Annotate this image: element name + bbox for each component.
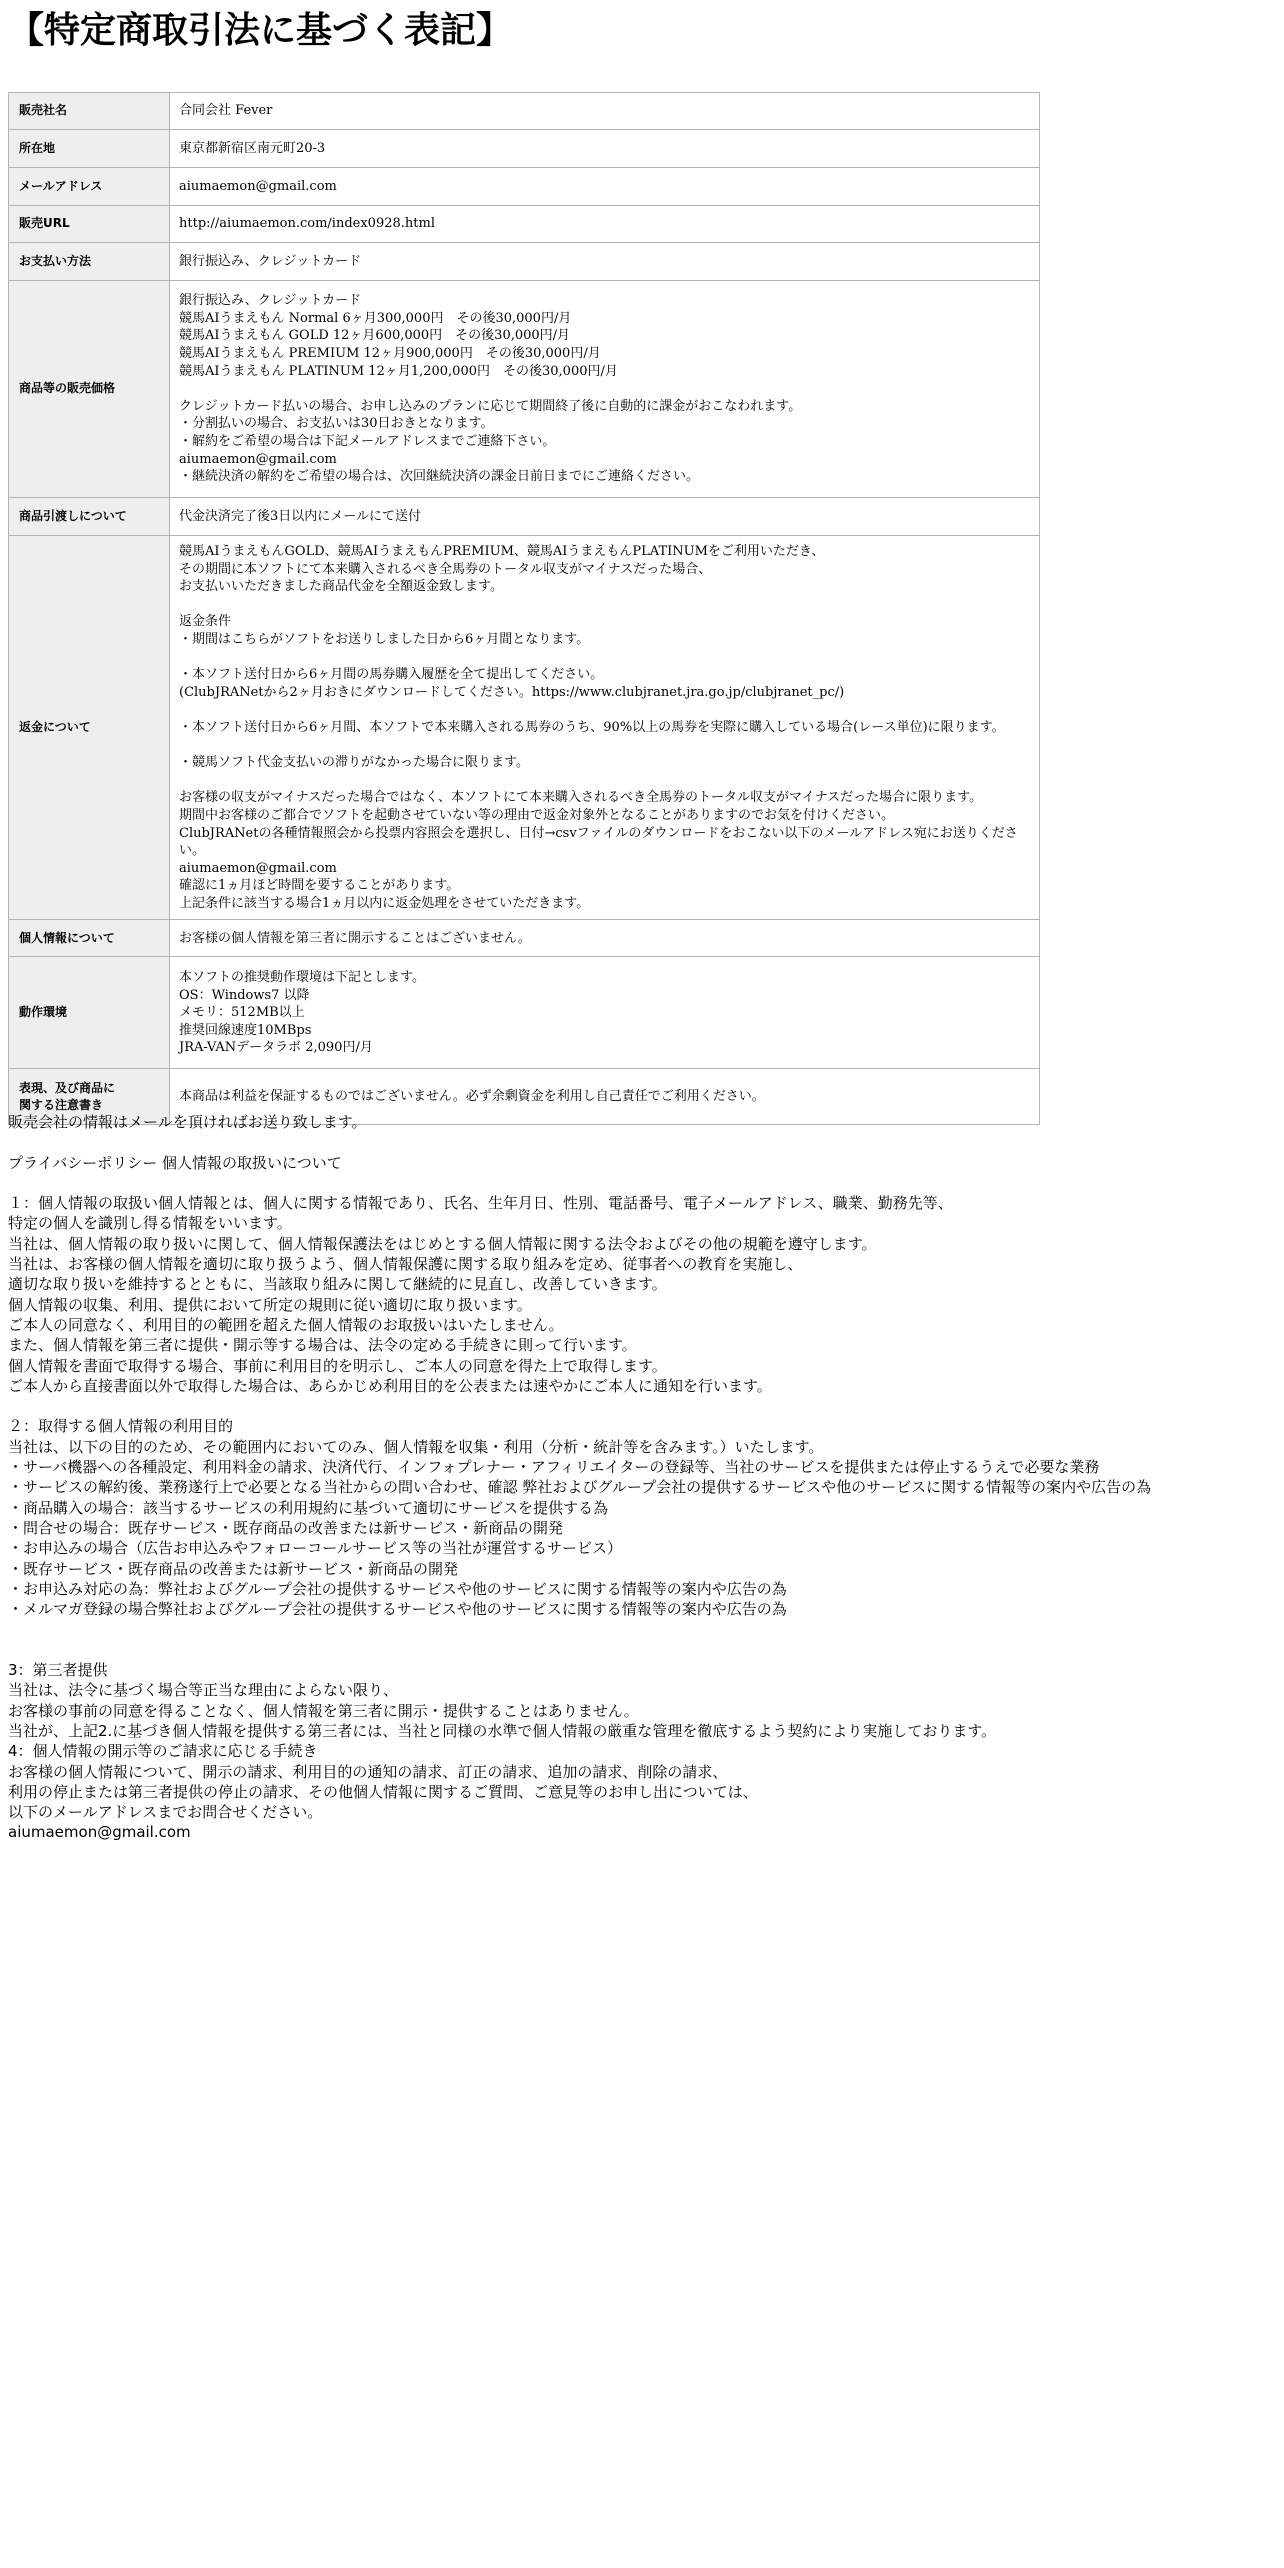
row-label-email: メールアドレス <box>9 168 170 206</box>
row-value-disclaimer: 本商品は利益を保証するものではございません。必ず余剰資金を利用し自己責任でご利用ください。 <box>170 1069 1040 1125</box>
privacy-policy-text: 販売会社の情報はメールを頂ければお送り致します。 プライバシーポリシー 個人情報の取扱いについて １：個人情報の取扱い個人情報とは、個人に関する情報であり、氏名、生年月日、性別、電話番号、電子メールアドレス、職業、勤務先等、 特定の個人を識別し得る情報をいいます。 当社は、個人情報の取り扱いに関して、個人情報保護法をはじめとする個人情報に関する法令およびその他の規範を遵守します。 当社は、お客様の個人情報を適切に取り扱うよう、個人情報保護に関する取り組みを定め、従事者への教育を実施し、 適切な取り扱いを維持するとともに、当該取り組みに関して継続的に見直し、改善していきます。 個人情報の収集、利用、提供において所定の規則に従い適切に取り扱います。 ご本人の同意なく、利用目的の範囲を超えた個人情報のお取扱いはいたしません。 また、個人情報を第三者に提供・開示等する場合は、法令の定める手続きに則って行います。 個人情報を書面で取得する場合、事前に利用目的を明示し、ご本人の同意を得た上で取得します。 ご本人から直接書面以外で取得した場合は、あらかじめ利用目的を公表または速やかにご本人に通知を行います。 ２：取得する個人情報の利用目的 当社は、以下の目的のため、その範囲内においてのみ、個人情報を収集・利用（分析・統計等を含みます。）いたします。 ・サーバ機器への各種設定、利用料金の請求、決済代行、インフォプレナー・アフィリエイターの登録等、当社のサービスを提供または停止するうえで必要な業務 ・サービスの解約後、業務遂行上で必要となる当社からの問い合わせ、確認 弊社およびグループ会社の提供するサービスや他のサービスに関する情報等の案内や広告の為 ・商品購入の場合：該当するサービスの利用規約に基づいて適切にサービスを提供する為 ・問合せの場合：既存サービス・既存商品の改善または新サービス・新商品の開発 ・お申込みの場合（広告お申込みやフォローコールサービス等の当社が運営するサービス） ・既存サービス・既存商品の改善または新サービス・新商品の開発 ・お申込み対応の為：弊社およびグループ会社の提供するサービスや他のサービスに関する情報等の案内や広告の為 ・メルマガ登録の場合弊社およびグループ会社の提供するサービスや他のサービスに関する情報等の案内や広告の為 3：第三者提供 当社は、法令に基づく場合等正当な理由によらない限り、 お客様の事前の同意を得ることなく、個人情報を第三者に開示・提供することはありません。 当社が、上記2.に基づき個人情報を提供する第三者には、当社と同様の水準で個人情報の厳重な管理を徹底するよう契約により実施しております。 4：個人情報の開示等のご請求に応じる手続き お客様の個人情報について、開示の請求、利用目的の通知の請求、訂正の請求、追加の請求、削除の請求、 利用の停止または第三者提供の停止の請求、その他個人情報に関するご質問、ご意見等のお申し出については、 以下のメールアドレスまでお問合せください。 aiumaemon@gmail.com <box>8 1113 1152 1842</box>
row-value-delivery: 代金決済完了後3日以内にメールにて送付 <box>170 498 1040 536</box>
row-value-environment: 本ソフトの推奨動作環境は下記とします。 OS：Windows7 以降 メモリ：512MB以上 推奨回線速度10MBps JRA-VANデータラボ 2,090円/月 <box>170 957 1040 1069</box>
row-label-sales-url: 販売URL <box>9 206 170 243</box>
table-row <box>9 920 1040 957</box>
table-row <box>9 536 1040 920</box>
table-row <box>9 957 1040 1069</box>
row-value-seller-name: 合同会社 Fever <box>170 93 1040 130</box>
row-label-environment: 動作環境 <box>9 957 170 1069</box>
table-row <box>9 168 1040 206</box>
table-row <box>9 281 1040 498</box>
table-row <box>9 93 1040 130</box>
table-row <box>9 243 1040 281</box>
row-value-price: 銀行振込み、クレジットカード 競馬AIうまえもん Normal 6ヶ月300,000円 その後30,000円/月 競馬AIうまえもん GOLD 12ヶ月600,000円 その後30,000円/月 競馬AIうまえもん PREMIUM 12ヶ月900,000円 その後30,000円/月 競馬AIうまえもん PLATINUM 12ヶ月1,200,000円 その後30,000円/月 クレジットカード払いの場合、お申し込みのプランに応じて期間終了後に自動的に課金がおこなわれます。 ・分割払いの場合、お支払いは30日おきとなります。 ・解約をご希望の場合は下記メールアドレスまでご連絡下さい。 aiumaemon@gmail.com ・継続決済の解約をご希望の場合は、次回継続決済の課金日前日までにご連絡ください。 <box>170 281 1040 498</box>
table-row <box>9 130 1040 168</box>
page-title: 【特定商取引法に基づく表記】 <box>8 10 513 51</box>
row-label-disclaimer: 表現、及び商品に 関する注意書き <box>9 1069 170 1125</box>
row-label-privacy: 個人情報について <box>9 920 170 957</box>
row-value-address: 東京都新宿区南元町20-3 <box>170 130 1040 168</box>
row-value-sales-url: http://aiumaemon.com/index0928.html <box>170 206 1040 243</box>
row-value-email: aiumaemon@gmail.com <box>170 168 1040 206</box>
row-value-privacy: お客様の個人情報を第三者に開示することはございません。 <box>170 920 1040 957</box>
table-row <box>9 498 1040 536</box>
row-label-price: 商品等の販売価格 <box>9 281 170 498</box>
row-value-payment-method: 銀行振込み、クレジットカード <box>170 243 1040 281</box>
row-label-refund: 返金について <box>9 536 170 920</box>
table-row <box>9 206 1040 243</box>
row-label-seller-name: 販売社名 <box>9 93 170 130</box>
row-value-refund: 競馬AIうまえもんGOLD、競馬AIうまえもんPREMIUM、競馬AIうまえもんPLATINUMをご利用いただき、 その期間に本ソフトにて本来購入されるべき全馬券のトータル収支がマイナスだった場合、 お支払いいただきました商品代金を全額返金致します。 返金条件 ・期間はこちらがソフトをお送りしました日から6ヶ月間となります。 ・本ソフト送付日から6ヶ月間の馬券購入履歴を全て提出してください。 (ClubJRANetから2ヶ月おきにダウンロードしてください。https://www.clubjranet.jra.go.jp/clubjranet_pc/) ・本ソフト送付日から6ヶ月間、本ソフトで本来購入される馬券のうち、90%以上の馬券を実際に購入している場合(レース単位)に限ります。 ・競馬ソフト代金支払いの滞りがなかった場合に限ります。 お客様の収支がマイナスだった場合ではなく、本ソフトにて本来購入されるべき全馬券のトータル収支がマイナスだった場合に限ります。 期間中お客様のご都合でソフトを起動させていない等の理由で返金対象外となることがありますのでお気を付けください。 ClubJRANetの各種情報照会から投票内容照会を選択し、日付→csvファイルのダウンロードをおこない以下のメールアドレス宛にお送りください。 aiumaemon@gmail.com 確認に1ヵ月ほど時間を要することがあります。 上記条件に該当する場合1ヵ月以内に返金処理をさせていただきます。 <box>170 536 1040 920</box>
row-label-payment-method: お支払い方法 <box>9 243 170 281</box>
commerce-law-table <box>8 92 1040 1125</box>
row-label-delivery: 商品引渡しについて <box>9 498 170 536</box>
row-label-address: 所在地 <box>9 130 170 168</box>
